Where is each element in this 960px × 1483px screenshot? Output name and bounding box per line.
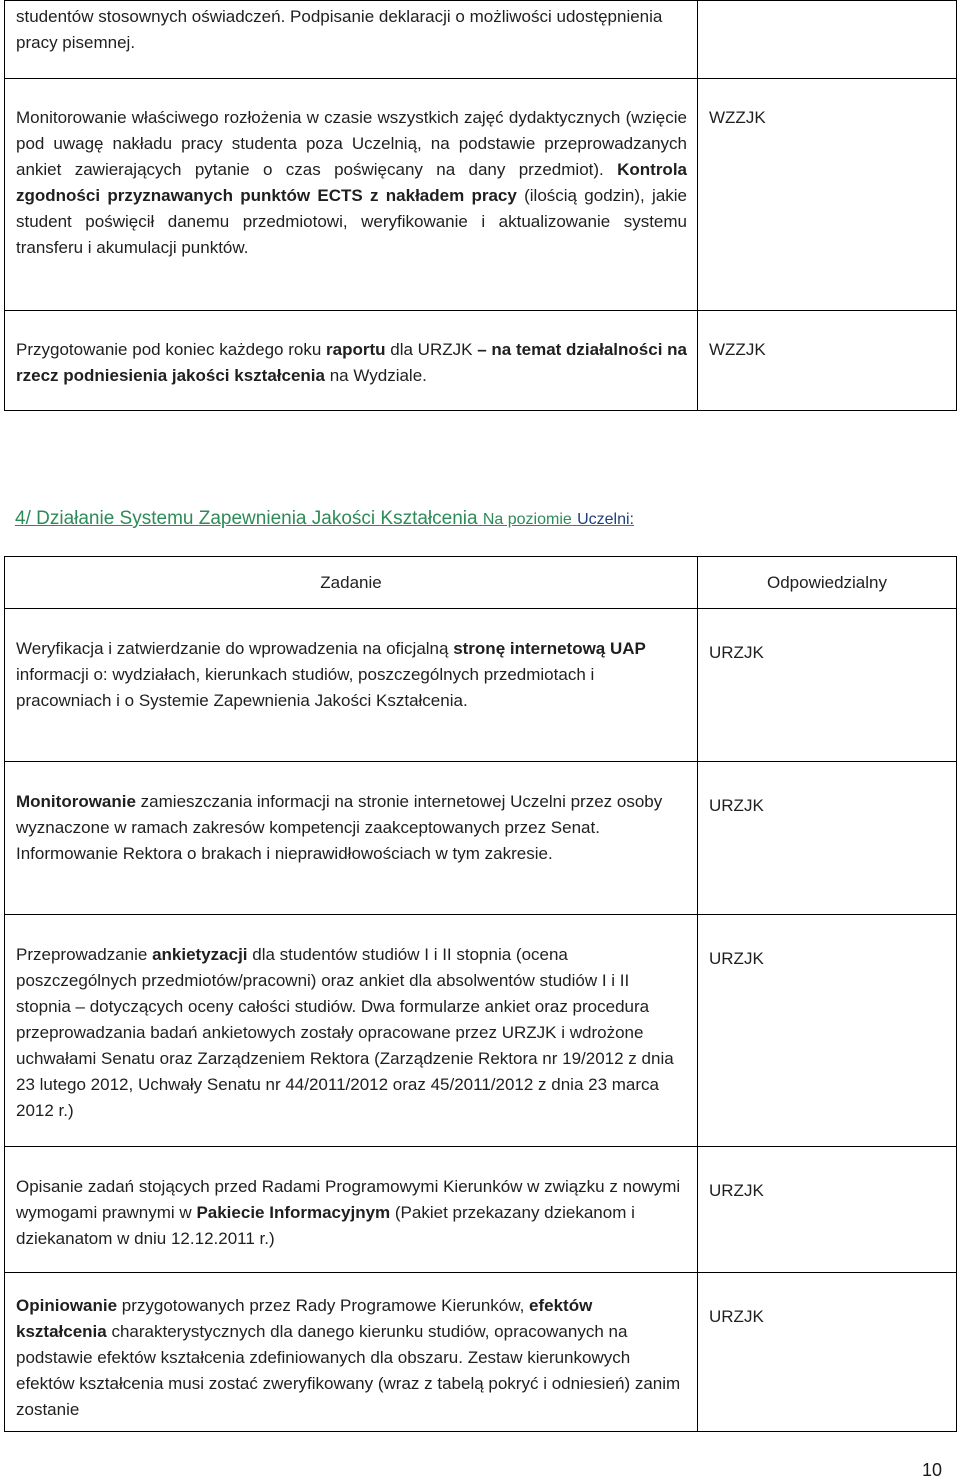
task-cell [5,311,698,411]
task-cell [5,609,698,762]
responsible-cell [698,609,957,762]
responsible-text: URZJK [709,949,764,968]
section-heading [15,508,634,530]
section-heading-main: 4/ Działanie Systemu Zapewnienia Jakości Kształcenia [15,508,478,529]
task-text [5,915,697,1124]
responsible-cell [698,915,957,1147]
table-row [5,311,957,411]
task-text [5,1,697,56]
task-cell [5,1,698,79]
text-segment: charakterystycznych dla danego kierunku studiów, opracowanych na podstawie efektów kształcenia zdefiniowanych dla obszaru. Zestaw kierunkowych efektów kształcenia musi zostać zweryfikowany (wraz z tabelą pokryć i odniesień) zanim zostanie [16,1322,681,1419]
bold-text-segment: Opiniowanie [16,1296,118,1315]
section-heading-colon: : [629,511,634,528]
table-row [5,1273,957,1432]
text-segment: na Wydziale. [324,366,427,385]
responsible-text: WZZJK [709,108,766,127]
task-text [5,762,697,867]
task-cell [5,1273,698,1432]
bold-text-segment: ankietyzacji [152,945,248,964]
text-segment: (ilością godzin), jakie student poświęcił danemu przedmiotowi, weryfikowanie i aktualizowanie systemu transferu i akumulacji punktów. [16,186,688,257]
header-row [5,557,957,609]
table-row [5,915,957,1147]
bold-text-segment: raportu [326,340,386,359]
text-segment: informacji o: wydziałach, kierunkach studiów, poszczególnych przedmiotach i pracowniach i o Systemie Zapewnienia Jakości Kształcenia. [16,665,595,710]
responsible-text: URZJK [709,643,764,662]
table-row [5,1,957,79]
task-cell [5,762,698,915]
text-segment: Przeprowadzanie [16,945,153,964]
task-cell [5,915,698,1147]
bold-text-segment: Kontrola zgodności przyznawanych punktów ECTS z nakładem pracy [16,160,687,205]
task-text [5,609,697,714]
bold-text-segment: efektów kształcenia [16,1296,593,1341]
task-text [5,1147,697,1252]
text-segment: dla URZJK [385,340,478,359]
responsible-cell [698,1273,957,1432]
table-row [5,609,957,762]
header-task-cell [5,557,698,609]
header-task-label: Zadanie [320,572,382,592]
task-text [5,79,697,261]
table-row [5,762,957,915]
responsible-cell [698,1147,957,1273]
page-number: 10 [922,1460,943,1480]
text-segment: Opisanie zadań stojących przed Radami Programowymi Kierunków w związku z nowymi wymogami prawnymi w [16,1177,681,1222]
task-text [5,311,697,389]
text-segment: studentów stosownych oświadczeń. Podpisanie deklaracji o możliwości udostępnienia pracy pisemnej. [16,7,663,52]
responsible-text [698,1,956,4]
text-segment: Przygotowanie pod koniec każdego roku [16,340,327,359]
responsible-cell [698,1,957,79]
bottom-task-table [4,556,957,1432]
header-resp-cell [698,557,957,609]
responsible-cell [698,79,957,311]
text-segment: (Pakiet przekazany dziekanom i dziekanatom w dniu 12.12.2011 r.) [16,1203,635,1248]
section-heading-sub: Na poziomie [482,511,572,528]
text-segment: zamieszczania informacji na stronie internetowej Uczelni przez osoby wyznaczone w ramach zakresów kompetencji zaakceptowanych przez Senat. Informowanie Rektora o brakach i nieprawidłowościach w tym zakresie. [16,792,663,863]
responsible-text: URZJK [709,796,764,815]
header-resp-label: Odpowiedzialny [766,572,887,592]
responsible-text: WZZJK [709,340,766,359]
responsible-text: URZJK [709,1181,764,1200]
text-segment: dla studentów studiów I i II stopnia (ocena poszczególnych przedmiotów/pracowni) oraz ankiet dla absolwentów studiów I i II stopnia – dotyczących oceny całości studiów. Dwa formularze ankiet oraz procedura przeprowadzania badań ankietowych zostały opracowane przez URZJK i wdrożone uchwałami Senatu oraz Zarządzeniem Rektora (Zarządzenie Rektora nr 19/2012 z dnia 23 lutego 2012, Uchwały Senatu nr 44/2011/2012 oraz 45/2011/2012 z dnia 23 marca 2012 r.) [16,945,674,1120]
text-segment: przygotowanych przez Rady Programowe Kierunków, [117,1296,530,1315]
task-cell [5,79,698,311]
task-text [5,1273,697,1423]
responsible-text: URZJK [709,1307,764,1326]
table-row [5,79,957,311]
bold-text-segment: stronę internetową UAP [453,639,646,658]
bold-text-segment: – na temat działalności na rzecz podniesienia jakości kształcenia [16,340,687,385]
bold-text-segment: Monitorowanie [16,792,136,811]
bold-text-segment: Pakiecie Informacyjnym [196,1203,391,1222]
top-task-table [4,0,957,411]
task-cell [5,1147,698,1273]
text-segment: Weryfikacja i zatwierdzanie do wprowadzenia na oficjalną [16,639,454,658]
table-row [5,1147,957,1273]
section-heading-uni: Uczelni [577,511,630,528]
text-segment: Monitorowanie właściwego rozłożenia w czasie wszystkich zajęć dydaktycznych (wzięcie pod uwagę nakładu pracy studenta poza Uczelnią, na podstawie przeprowadzanych ankiet zawierających pytanie o czas poświęcany na dany przedmiot). [16,108,687,179]
responsible-cell [698,762,957,915]
responsible-cell [698,311,957,411]
